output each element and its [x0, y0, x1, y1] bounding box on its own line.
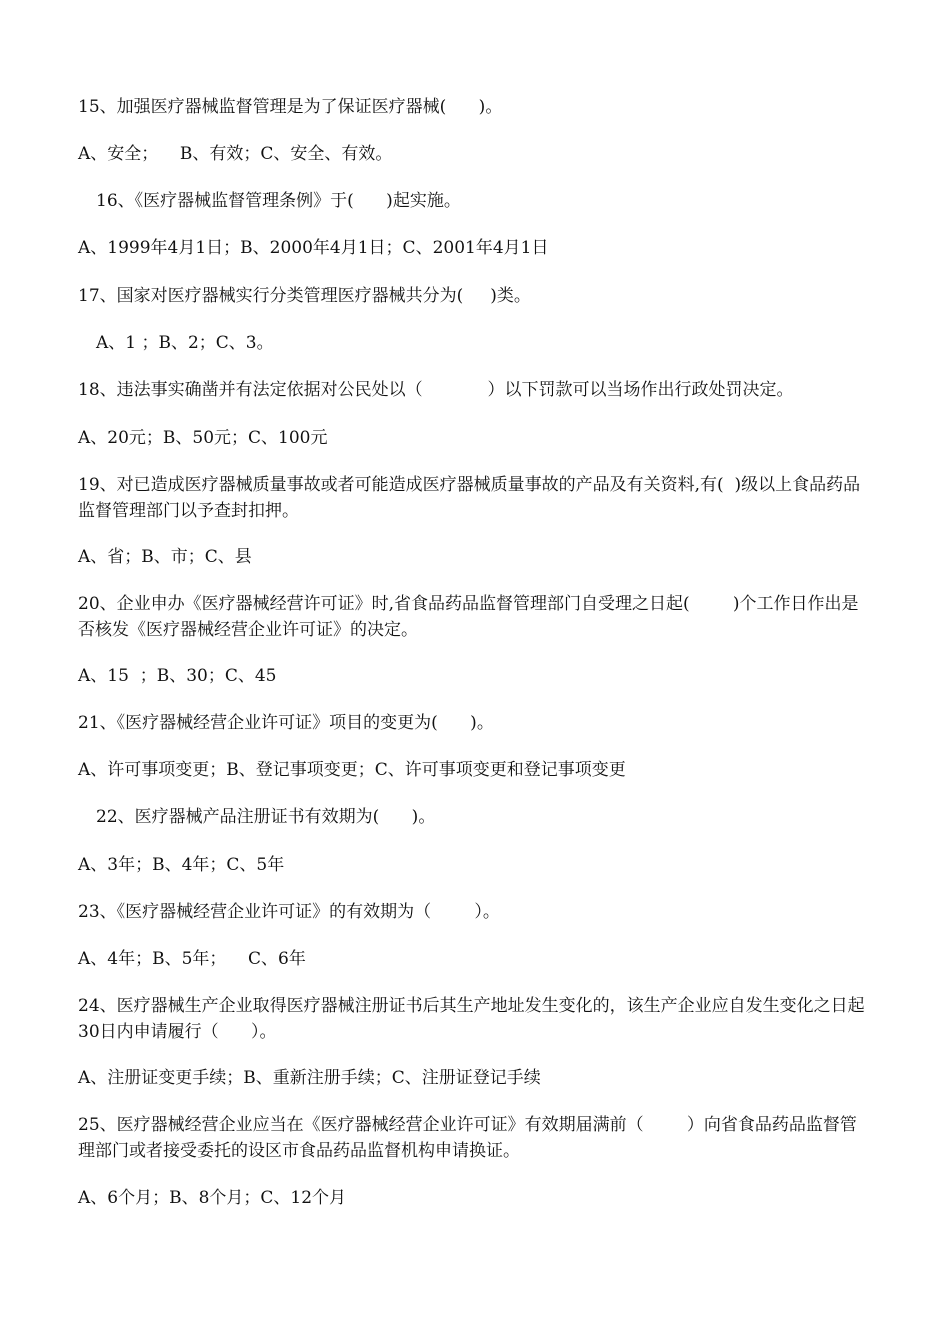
- answer-16: A、1999年4月1日；B、2000年4月1日；C、2001年4月1日: [78, 238, 549, 258]
- answer-23: A、4年；B、5年； C、6年: [78, 949, 306, 969]
- answer-19: A、省；B、市；C、县: [78, 547, 252, 567]
- question-25: 25、医疗器械经营企业应当在《医疗器械经营企业许可证》有效期届满前（ ）向省食品药品监督管理部门或者接受委托的设区市食品药品监督机构申请换证。: [78, 1115, 857, 1161]
- answer-22: A、3年；B、4年；C、5年: [78, 855, 285, 875]
- answer-17: A、1 ；B、2；C、3。: [96, 333, 274, 353]
- question-16: 16、《医疗器械监督管理条例》于( )起实施。: [96, 191, 461, 211]
- answer-24: A、注册证变更手续；B、重新注册手续；C、注册证登记手续: [78, 1068, 541, 1088]
- question-21: 21、《医疗器械经营企业许可证》项目的变更为( )。: [78, 713, 494, 733]
- question-20: 20、企业申办《医疗器械经营许可证》时,省食品药品监督管理部门自受理之日起( )个工作日作出是否核发《医疗器械经营企业许可证》的决定。: [78, 594, 859, 640]
- answer-15: A、安全； B、有效；C、安全、有效。: [78, 144, 393, 164]
- answer-25: A、6个月；B、8个月；C、12个月: [78, 1188, 347, 1208]
- answer-20: A、15 ；B、30；C、45: [78, 666, 277, 686]
- answer-21: A、许可事项变更；B、登记事项变更；C、许可事项变更和登记事项变更: [78, 760, 626, 780]
- question-23: 23、《医疗器械经营企业许可证》的有效期为（ ）。: [78, 902, 500, 922]
- question-17: 17、国家对医疗器械实行分类管理医疗器械共分为( )类。: [78, 286, 531, 306]
- answer-18: A、20元；B、50元；C、100元: [78, 428, 328, 448]
- question-22: 22、医疗器械产品注册证书有效期为( )。: [96, 807, 436, 827]
- question-24: 24、医疗器械生产企业取得医疗器械注册证书后其生产地址发生变化的，该生产企业应自发生变化之日起30日内申请履行（ ）。: [78, 996, 865, 1042]
- question-15: 15、加强医疗器械监督管理是为了保证医疗器械( )。: [78, 97, 503, 117]
- question-19: 19、对已造成医疗器械质量事故或者可能造成医疗器械质量事故的产品及有关资料,有( )级以上食品药品监督管理部门以予查封扣押。: [78, 475, 861, 521]
- question-18: 18、违法事实确凿并有法定依据对公民处以（ ）以下罚款可以当场作出行政处罚决定。: [78, 380, 794, 400]
